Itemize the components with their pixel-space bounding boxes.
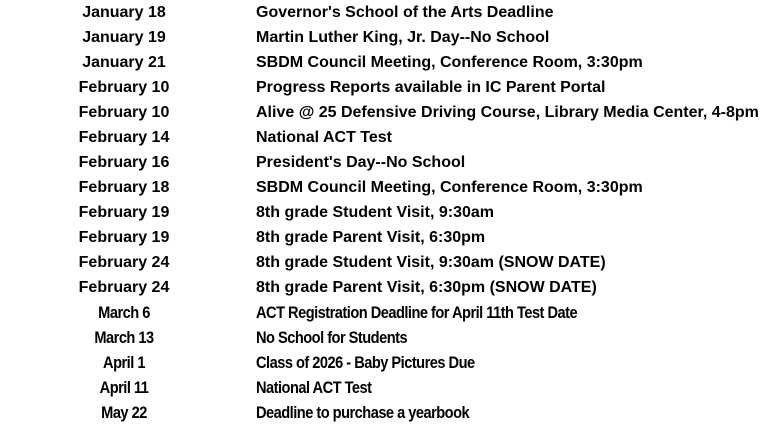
event-description: 8th grade Student Visit, 9:30am <box>256 204 494 221</box>
event-description: Deadline to purchase a yearbook <box>256 403 470 422</box>
schedule-row <box>0 325 773 350</box>
event-description: Progress Reports available in IC Parent Portal <box>256 79 606 96</box>
event-date: March 13 <box>94 328 154 347</box>
event-description: SBDM Council Meeting, Conference Room, 3:30pm <box>256 179 643 196</box>
event-date: February 10 <box>78 79 170 96</box>
schedule-row <box>0 300 773 325</box>
event-date: April 11 <box>99 378 149 397</box>
schedule-row <box>0 175 773 200</box>
schedule-row <box>0 125 773 150</box>
schedule-row <box>0 225 773 250</box>
event-description: 8th grade Student Visit, 9:30am (SNOW DATE) <box>256 254 606 271</box>
event-date: April 1 <box>103 353 145 372</box>
event-date: May 22 <box>101 403 147 422</box>
event-description: Class of 2026 - Baby Pictures Due <box>256 353 475 372</box>
event-description: Martin Luther King, Jr. Day--No School <box>256 29 550 46</box>
event-description: Governor's School of the Arts Deadline <box>256 4 554 21</box>
schedule-row <box>0 25 773 50</box>
schedule-row <box>0 150 773 175</box>
event-date: March 6 <box>98 303 150 322</box>
event-description: SBDM Council Meeting, Conference Room, 3:30pm <box>256 54 643 71</box>
event-date: January 19 <box>82 29 166 46</box>
schedule-row <box>0 100 773 125</box>
event-date: February 24 <box>78 254 170 271</box>
event-description: No School for Students <box>256 328 408 347</box>
schedule-row <box>0 375 773 400</box>
event-date: February 14 <box>78 129 170 146</box>
schedule-row <box>0 50 773 75</box>
event-description: Alive @ 25 Defensive Driving Course, Library Media Center, 4-8pm <box>256 104 759 121</box>
event-date: February 19 <box>78 229 170 246</box>
schedule-row <box>0 0 773 25</box>
event-description: ACT Registration Deadline for April 11th Test Date <box>256 303 578 322</box>
event-date: February 10 <box>78 104 170 121</box>
event-description: National ACT Test <box>256 378 372 397</box>
event-date: February 19 <box>78 204 170 221</box>
event-date: February 24 <box>78 279 170 296</box>
schedule-row <box>0 75 773 100</box>
schedule-row <box>0 250 773 275</box>
event-description: National ACT Test <box>256 129 393 146</box>
event-date: February 16 <box>78 154 170 171</box>
schedule-row <box>0 350 773 375</box>
event-date: January 18 <box>82 4 166 21</box>
schedule-row <box>0 400 773 425</box>
event-date: February 18 <box>78 179 170 196</box>
schedule-row <box>0 200 773 225</box>
event-description: 8th grade Parent Visit, 6:30pm (SNOW DATE) <box>256 279 597 296</box>
event-description: 8th grade Parent Visit, 6:30pm <box>256 229 486 246</box>
schedule-row <box>0 275 773 300</box>
event-date: January 21 <box>82 54 166 71</box>
event-description: President's Day--No School <box>256 154 466 171</box>
